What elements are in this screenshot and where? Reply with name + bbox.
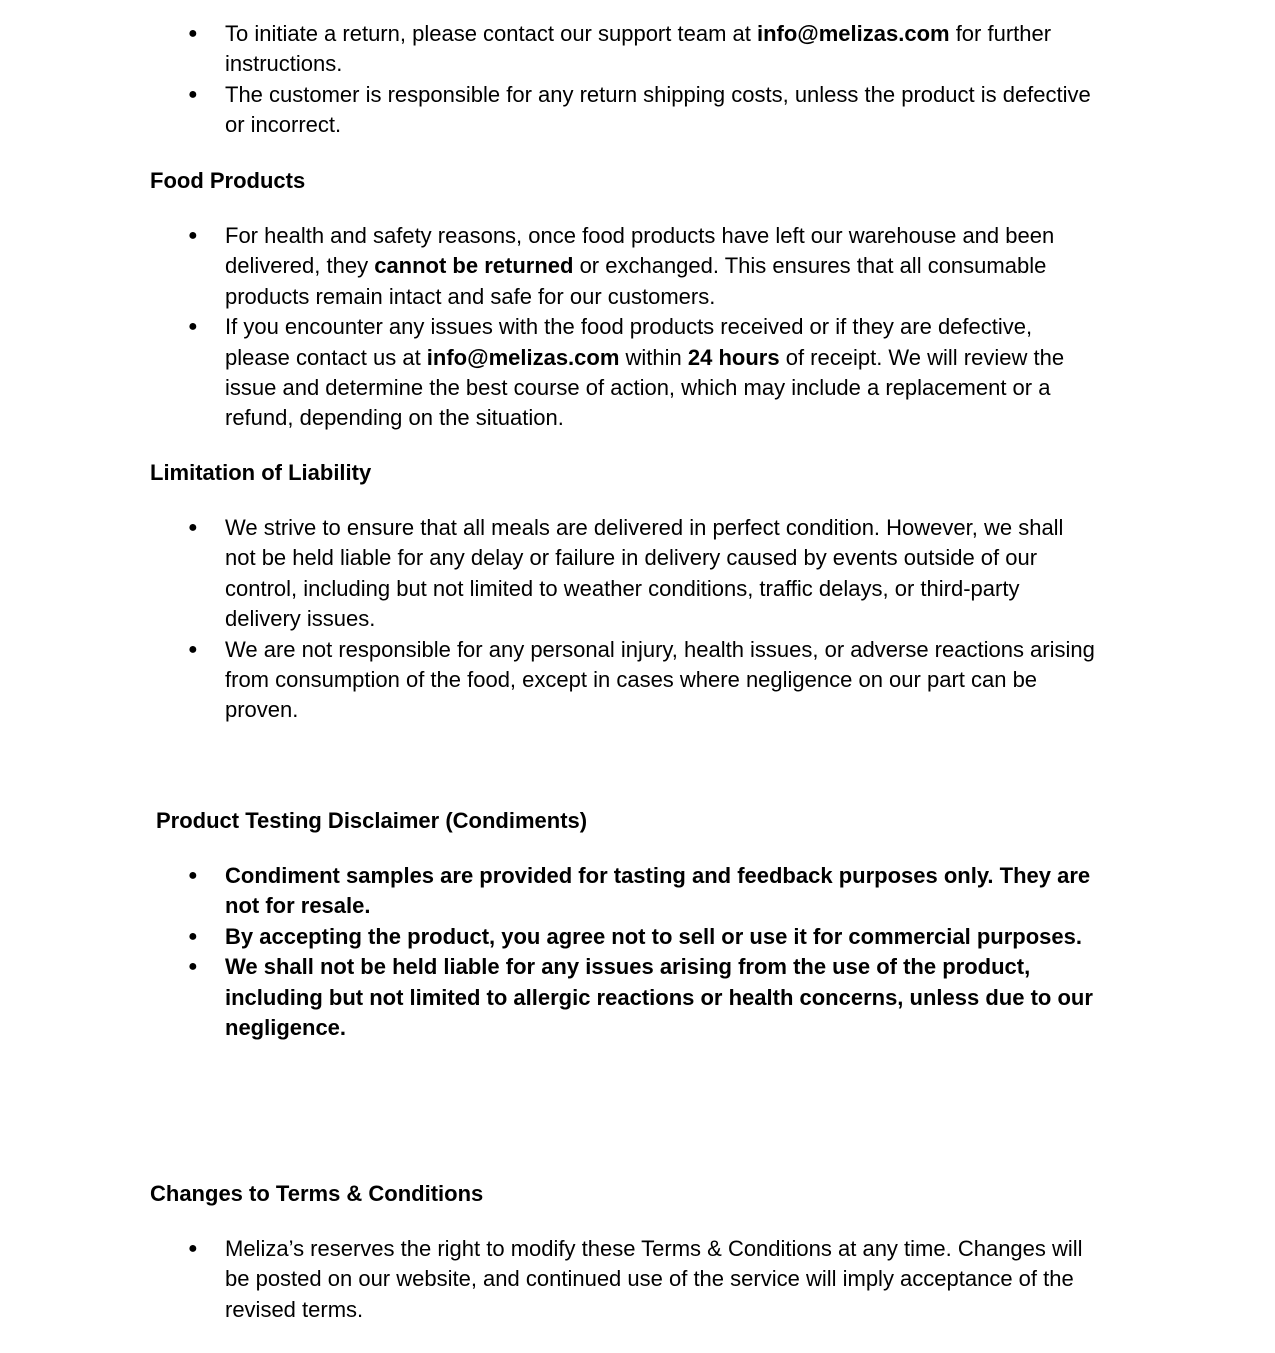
list-item: ● By accepting the product, you agree not to sell or use it for commercial purposes. [188, 922, 1098, 952]
list-item: ● The customer is responsible for any return shipping costs, unless the product is defective or incorrect. [188, 81, 1091, 138]
list-item: ● For health and safety reasons, once food products have left our warehouse and been delivered, they cannot be returned or exchanged. This ensures that all consumable products remain intact and safe for our customers. [188, 223, 1055, 309]
liability-list [188, 513, 1098, 726]
section-heading-changes-to-terms: Changes to Terms & Conditions [150, 1181, 484, 1206]
bullet-icon: ● [188, 227, 198, 244]
support-email: info@melizas.com [756, 21, 950, 46]
bullet-icon: ● [188, 927, 198, 945]
list-item: ● Meliza’s reserves the right to modify these Terms & Conditions at any time. Changes will be posted on our website, and continued use of the service will imply acceptance of the revised terms. [188, 1236, 1083, 1322]
returns-list [188, 19, 1098, 141]
bullet-icon: ● [188, 318, 198, 336]
bullet-icon: ● [188, 958, 198, 976]
list-item: ● If you encounter any issues with the food products received or if they are defective, please contact us at info@melizas.com within 24 hours of receipt. We will review the issue and determine the best course of action, which may include a replacement or a refund, depending on the situation. [188, 314, 1065, 431]
bullet-icon: ● [188, 867, 198, 884]
list-item: ● To initiate a return, please contact our support team at info@melizas.com for further instructions. [188, 21, 1052, 77]
emphasis-text: cannot be returned [374, 253, 574, 279]
list-item: ● Condiment samples are provided for tasting and feedback purposes only. They are not for resale. [188, 863, 1091, 919]
list-item: ● We are not responsible for any personal injury, health issues, or adverse reactions arising from consumption of the food, except in cases where negligence on our part can be proven. [188, 636, 1095, 723]
section-heading-limitation-of-liability: Limitation of Liability [150, 460, 372, 485]
emphasis-text: 24 hours [687, 344, 780, 370]
testing-list [188, 861, 1098, 1043]
bullet-icon: ● [188, 25, 198, 42]
bullet-icon: ● [188, 1240, 198, 1257]
section-heading-product-testing-disclaimer: Product Testing Disclaimer (Condiments) [156, 808, 588, 833]
bullet-icon: ● [188, 85, 198, 103]
list-item: ● We strive to ensure that all meals are delivered in perfect condition. However, we shall not be held liable for any delay or failure in delivery caused by events outside of our control, including but not limited to weather conditions, traffic delays, or third-party delivery issues. [188, 515, 1064, 632]
support-email: info@melizas.com [426, 344, 620, 370]
bullet-icon: ● [188, 519, 198, 536]
food-products-list [188, 221, 1098, 434]
list-item: ● We shall not be held liable for any issues arising from the use of the product, including but not limited to allergic reactions or health concerns, unless due to our negligence. [188, 954, 1093, 1041]
section-heading-food-products: Food Products [150, 168, 306, 193]
changes-list [188, 1234, 1098, 1325]
bullet-icon: ● [188, 640, 198, 658]
